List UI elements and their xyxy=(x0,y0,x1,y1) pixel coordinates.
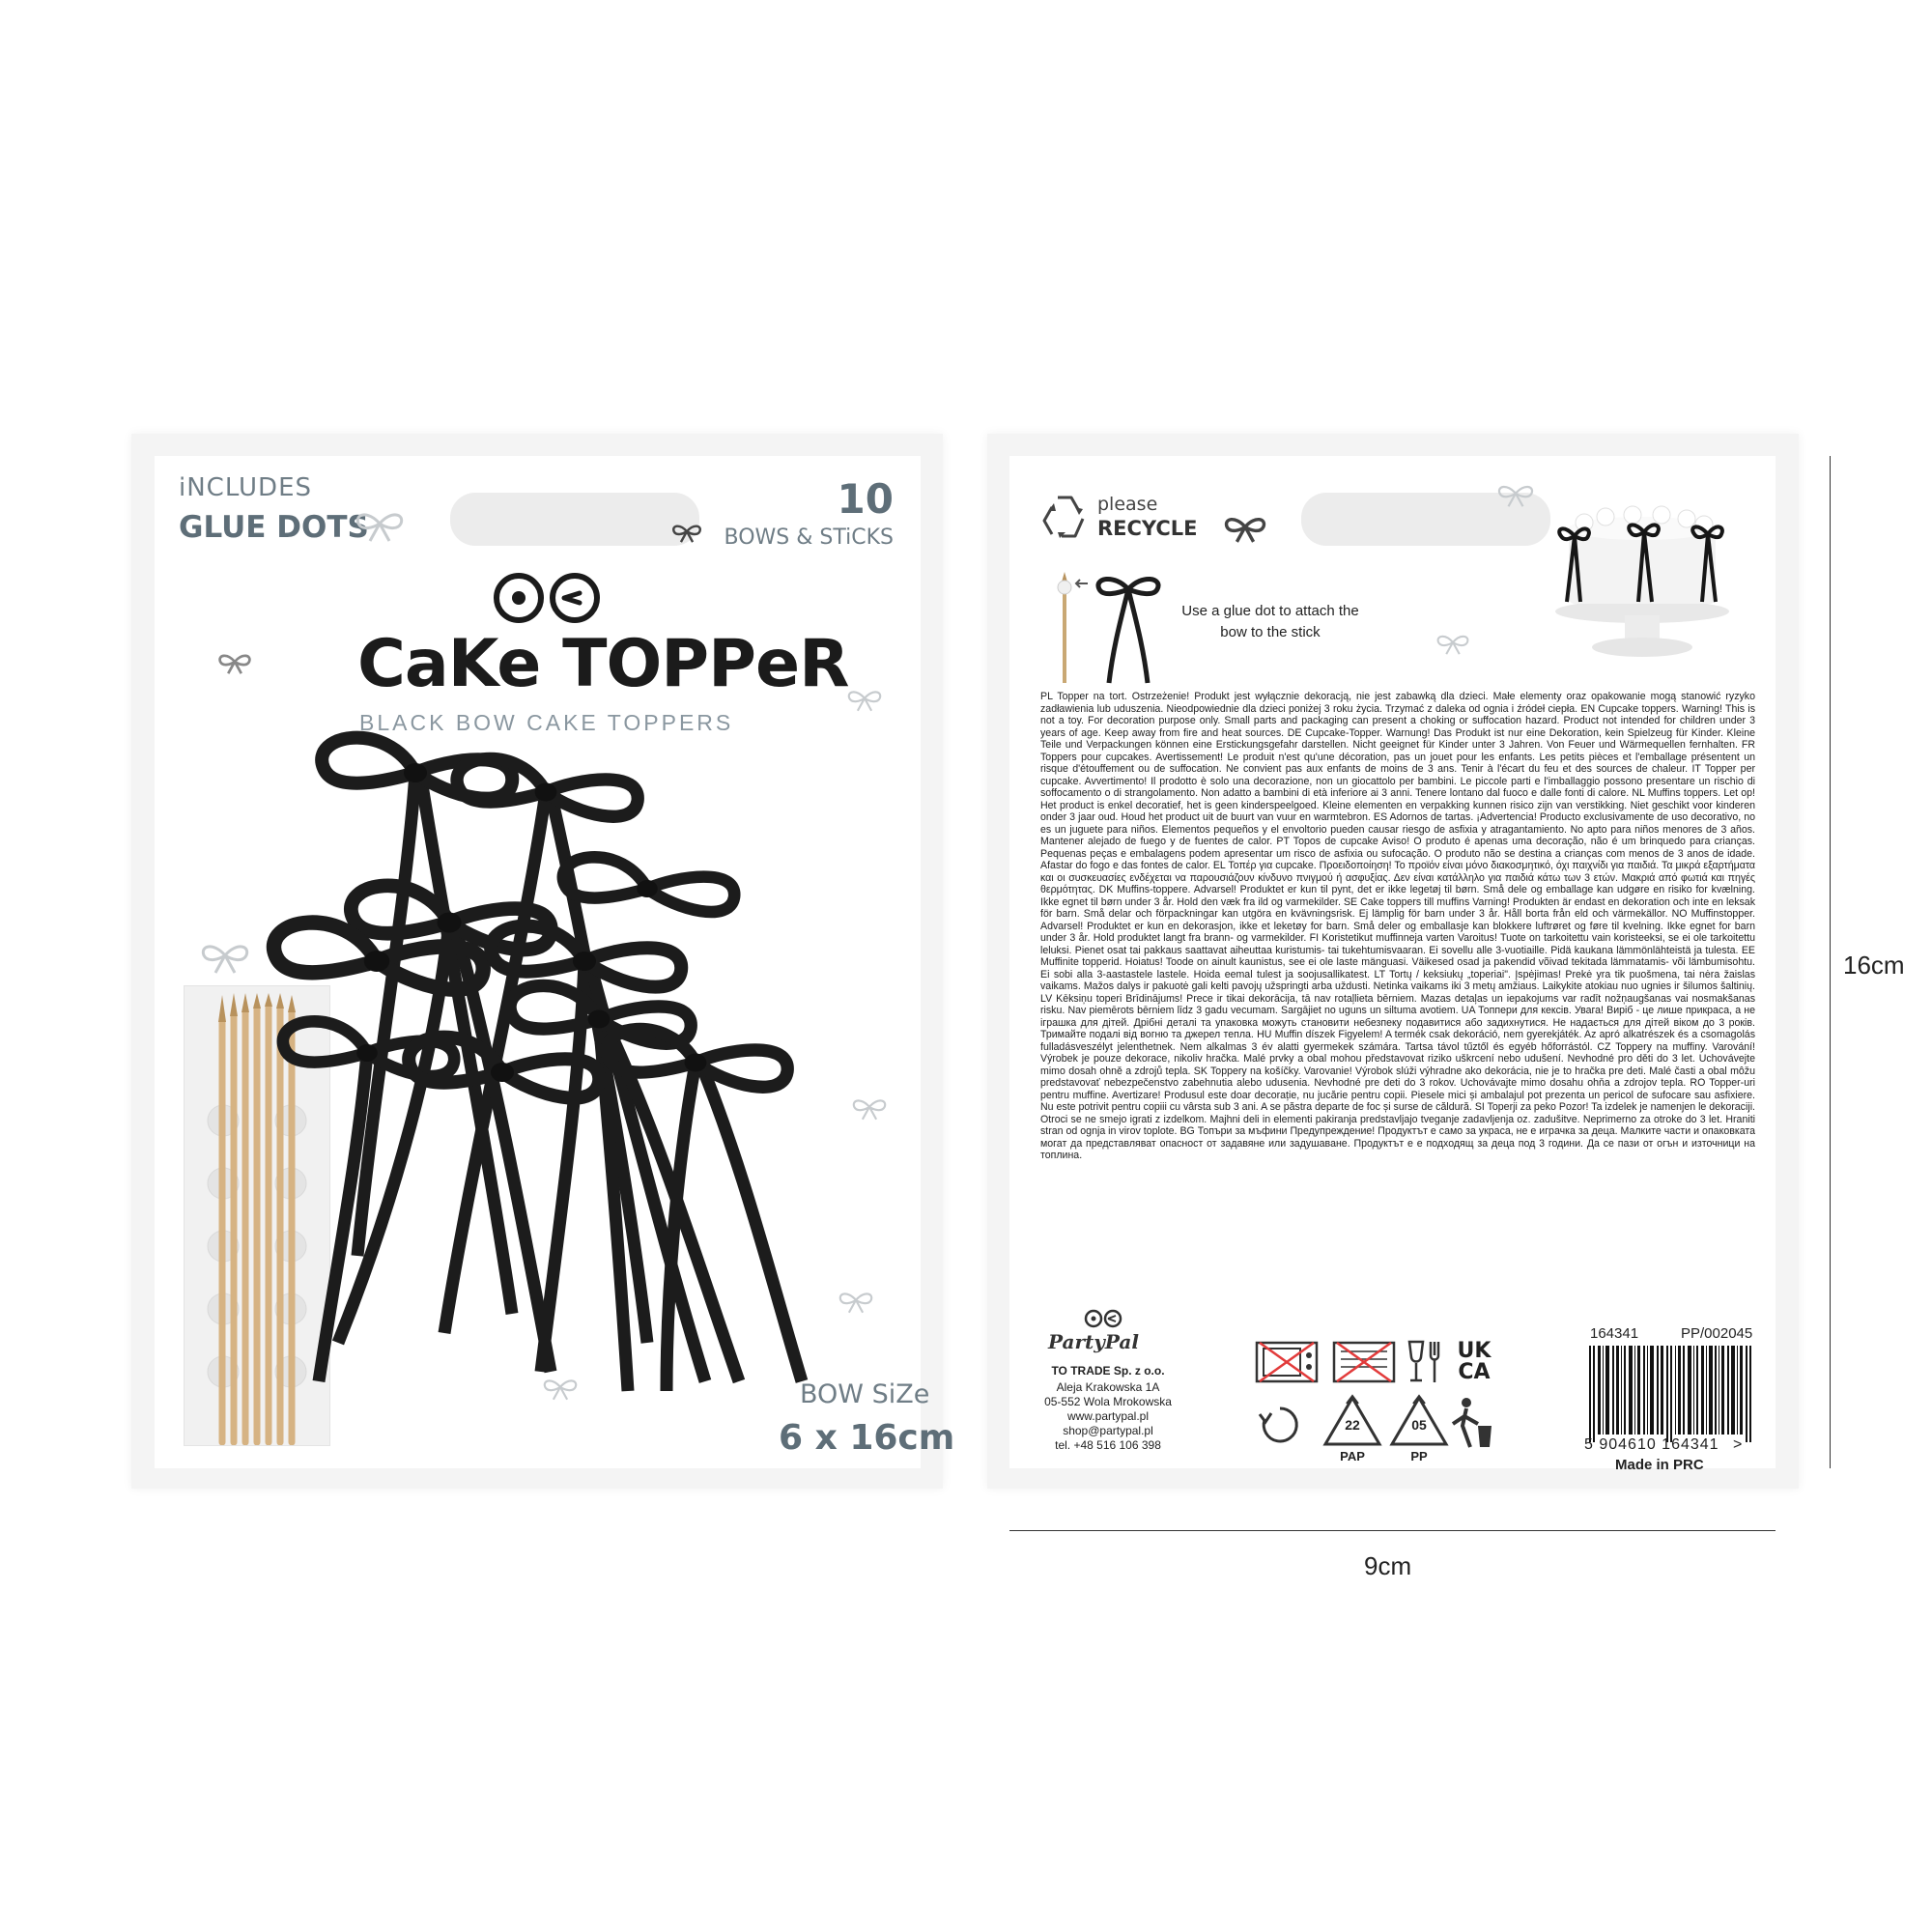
height-dimension-label: 16cm xyxy=(1843,951,1905,980)
ukca-mark xyxy=(1452,1341,1496,1383)
black-bows-illustration xyxy=(261,715,879,1410)
barcode-number: 5 904610 164341 xyxy=(1584,1436,1719,1453)
company-email: shop@partypal.pl xyxy=(1063,1424,1153,1437)
bow-size-label: BOW SiZe xyxy=(800,1379,930,1409)
company-address-line: 05-552 Wola Mrokowska xyxy=(1044,1395,1172,1408)
pp-recycle-code: 05 xyxy=(1411,1417,1427,1433)
includes-label: iNCLUDES xyxy=(179,473,312,502)
brand-logo-text: PartyPal xyxy=(1048,1330,1139,1353)
made-in-label: Made in PRC xyxy=(1615,1457,1704,1473)
no-microwave-icon xyxy=(1254,1338,1320,1386)
decorative-bow-icon xyxy=(353,510,407,543)
ukca-top: UK xyxy=(1457,1339,1492,1363)
food-safe-icon xyxy=(1406,1338,1446,1386)
recycle-word: RECYCLE xyxy=(1097,517,1198,540)
ukca-bottom: CA xyxy=(1458,1360,1491,1384)
no-oven-icon xyxy=(1331,1338,1397,1386)
company-phone: tel. +48 516 106 398 xyxy=(1055,1438,1161,1452)
company-address-line: Aleja Krakowska 1A xyxy=(1056,1380,1160,1394)
safety-warnings-text: PL Topper na tort. Ostrzeżenie! Produkt jest wyłącznie dekoracją, nie jest zabawką dla dzieci. Małe elementy oraz opakowanie mogą stanowić ryzyko zadławienia lub uduszenia. Nieodpowiednie dla dzieci poniżej 3 roku życia. Trzymać z daleka od ognia i źródeł ciepła. EN Cupcake toppers. Warning! This is not a toy. For decoration purpose only. Small parts and packaging can present a choking or suffocation hazard. Product not intended for children under 3 years of age. Keep away from fire and heat sources. DE Cupcake-Topper. Warnung! Das Produkt ist nur eine Dekoration, kein Spielzeug für Kinder. Kleine Teile und Verpackungen können eine Erstickungsgefahr darstellen. Nicht geeignet für Kinder unter 3 Jahren. Von Feuer und Wärmequellen fernhalten. FR Toppers pour cupcakes. Avertissement! Le produit n'est qu'une décoration, pas un jouet pour les enfants. Les petits pièces et l'emballage présentent un risque d'étouffement ou de suffocation. Ne convient pas aux enfants de moins de 3 ans. Tenir à l'écart du feu et des sources de chaleur. IT Topper per cupcake. Avvertimento! Il prodotto è solo una decorazione, non un giocattolo per bambini. Le piccole parti e l'imballaggio possono presentare un rischio di soffocamento o di strangolamento. Non adatto a bambini di età inferiore ai 3 anni. Tenere lontano dal fuoco e dalle fonti di calore. NL Muffins toppers. Let op! Het product is enkel decoratief, het is geen kinderspeelgoed. Kleine elementen en verpakking kunnen risico zijn van verstikking. Niet geschikt voor kinderen onder 3 jaar oud. Houd het product uit de buurt van vuur en warmtebron. ES Adornos de tartas. ¡Advertencia! Producto exclusivamente de uso decorativo, no es un juguete para niños. Elementos pequeños y el envoltorio pueden causar riesgo de asfixia y atragantamiento. No apto para niños menores de 3 años. Mantener alejado de fuego y de fuentes de calor. PT Topos de cupcake Aviso! O produto é apenas uma decoração, não é um brinquedo para crianças. Pequenas peças e embalagens podem apresentar um risco de asfixia ou sufocação. O produto não se destina a crianças com menos de 3 anos de idade. Afastar do fogo e das fontes de calor. EL Τοπέρ για cupcake. Προειδοποίηση! Το προϊόν είναι μόνο διακοσμητικό, όχι παιχνίδι για παιδιά. Τα μικρά εξαρτήματα και οι συσκευασίες ενδέχεται να παρουσιάζουν κίνδυνο πνιγμού ή ασφυξίας. Δεν είναι κατάλληλο για παιδιά κάτω των 3 ετών. Μακριά από φωτιά και πηγές θερμότητας. DK Muffins-toppere. Advarsel! Produktet er kun til pynt, det er ikke legetøj til børn. Små dele og emballage kan udgøre en risiko for kvælning. Ikke egnet til børn under 3 år. Hold den væk fra ild og varmekilder. SE Cake toppers till muffins Varning! Produkten är endast en dekoration och inte en leksak för barn. Små delar och förpackningar kan utgöra en kvävningsrisk. Ej lämplig för barn under 3 år. Håll borta från eld och värmekällor. NO Muffinstopper. Advarsel! Produktet er kun en dekorasjon, ikke et leketøy for barn. Små deler og emballasje kan blokkere luftrøret og føre til kvelning. Ikke egnet for barn under 3 år. Hold produktet langt fra brann- og varmekilder. FI Koristetikut muffinneja varten Varoitus! Tuote on tarkoitettu vain koristeeksi, se ei ole tarkoitettu leluksi. Pienet osat tai pakkaus saattavat aiheuttaa kuristumis- tai tukehtumisvaaran. Ei sovellu alle 3-vuotiaille. Pidä kaukana lämmönlähteistä ja tulesta. EE Muffinite topperid. Hoiatus! Toode on ainult kaunistus, see ei ole laste mänguasi. Väikesed osad ja pakendid võivad tekitada lämmatamis- või lämbumisohtu. Ei sobi alla 3-aastastele lastele. Hoida eemal tulest ja soojusallikatest. LT Tortų / keksiukų „toperiai". Įspėjimas! Prekė yra tik puošmena, tai nėra žaislas vaikams. Mažos dalys ir pakuotė gali kelti pavojų užspringti arba uždusti. Netinka vaikams iki 3 metų amžiaus. Laikykite atokiau nuo ugnies ir šilumos šaltinių. LV Kēksiņu toperi Brīdinājums! Prece ir tikai dekorācija, tā nav rotaļlieta bērniem. Mazas detaļas un iepakojums var radīt nožņaugšanas vai nosmakšanas risku. Nav piemērots bērniem līdz 3 gadu vecumam. Sargājiet no uguns un siltuma avotiem. UA Топпери для кексів. Увага! Виріб - це лише прикраса, а не іграшка для дітей. Дрібні деталі та упаковка можуть становити небезпеку подавитися або задихнутися. Не надається для дітей віком до 3 років. Тримайте подалі від вогню та джерел тепла. HU Muffin díszek Figyelem! A termék csak dekoráció, nem gyerekjáték. Az apró alkatrészek és a csomagolás fulladásveszélyt jelenthetnek. Nem alkalmas 3 év alatti gyermekek számára. Tartsa távol tűztől és egyéb hőforrástól. CZ Toppery na muffiny. Varování! Výrobek je pouze dekorace, nikoliv hračka. Malé prvky a obal mohou představovat riziko uškrcení nebo udušení. Nevhodné pro děti do 3 let. Uchovávejte mimo dosah ohně a zdrojů tepla. SK Toppery na košíčky. Varovanie! Výrobok slúži výhradne ako dekorácia, nie je to hračka pre deti. Malé časti a obal môžu predstavovať nebezpečenstvo zabehnutia alebo udusenia. Nevhodné pre deti do 3 rokov. Uchovávajte mimo dosahu ohňa a zdrojov tepla. RO Topper-uri pentru muffine. Avertizare! Produsul este doar decorație, nu jucărie pentru copii. Piesele mici și ambalajul pot prezenta un pericol de sufocare sau asfixiere. Nu este potrivit pentru copiii cu vârsta sub 3 ani. A se păstra departe de foc și surse de căldură. SI Toperji za peko Pozor! Ta izdelek je namenjen le dekoraciji. Otroci se ne smejo igrati z izdelkom. Majhni deli in elementi pakiranja predstavljajo tveganje zadavljenja oz. zadušitve. Neprimerno za otroke do 3 let. Hraniti stran od ognja in virov toplote. BG Топъри за мъфини Предупреждение! Продуктът е само за украса, не е играчка за деца. Малките части и опаковката могат да представляват опасност от задавяне или задушаване. Продуктът е е подходящ за деца под 3 години. Да се пази от огън и източници на топлина. xyxy=(1040,691,1755,1161)
recycle-please: please xyxy=(1097,494,1158,515)
decorative-bow-icon xyxy=(1222,515,1268,544)
pp-code: PP/002045 xyxy=(1681,1325,1753,1342)
product-code: 164341 xyxy=(1590,1325,1639,1342)
recycle-icon xyxy=(1037,490,1093,546)
decorative-bow-icon xyxy=(670,522,703,545)
decorative-bow-icon xyxy=(1435,633,1471,656)
attach-instruction-text: Use a glue dot to attach the bow to the stick xyxy=(1181,603,1359,640)
company-website: www.partypal.pl xyxy=(1066,1409,1150,1423)
pap-label: PAP xyxy=(1340,1449,1365,1463)
count-value: 10 xyxy=(837,475,894,523)
width-dimension-line xyxy=(1009,1530,1776,1531)
eyes-logo-icon xyxy=(493,572,601,624)
product-title: CaKe TOPPeR xyxy=(357,626,849,702)
tidyman-bin-icon xyxy=(1449,1397,1497,1451)
decorative-bow-icon xyxy=(1495,483,1536,508)
bows-sticks-label: BOWS & STiCKS xyxy=(724,526,894,550)
bow-size-value: 6 x 16cm xyxy=(779,1418,955,1458)
reusable-icon xyxy=(1256,1401,1304,1449)
decorative-bow-icon xyxy=(845,688,884,713)
decorative-bow-icon xyxy=(216,651,253,676)
partypal-eyes-icon xyxy=(1084,1309,1122,1328)
front-hang-slot xyxy=(450,493,699,546)
height-dimension-line xyxy=(1830,456,1831,1468)
glue-dots-label: GLUE DOTS xyxy=(179,510,369,545)
company-name: TO TRADE Sp. z o.o. xyxy=(1051,1364,1165,1378)
barcode-icon xyxy=(1589,1346,1759,1442)
cake-photo xyxy=(1546,488,1744,662)
pp-recycle-label: PP xyxy=(1410,1449,1428,1463)
pap-code: 22 xyxy=(1345,1417,1360,1433)
barcode-arrow: > xyxy=(1733,1436,1743,1453)
decorative-bow-icon xyxy=(198,942,252,975)
width-dimension-label: 9cm xyxy=(1364,1551,1412,1580)
product-subtitle: BLACK BOW CAKE TOPPERS xyxy=(359,710,734,735)
attach-instruction-illustration xyxy=(1051,572,1177,688)
